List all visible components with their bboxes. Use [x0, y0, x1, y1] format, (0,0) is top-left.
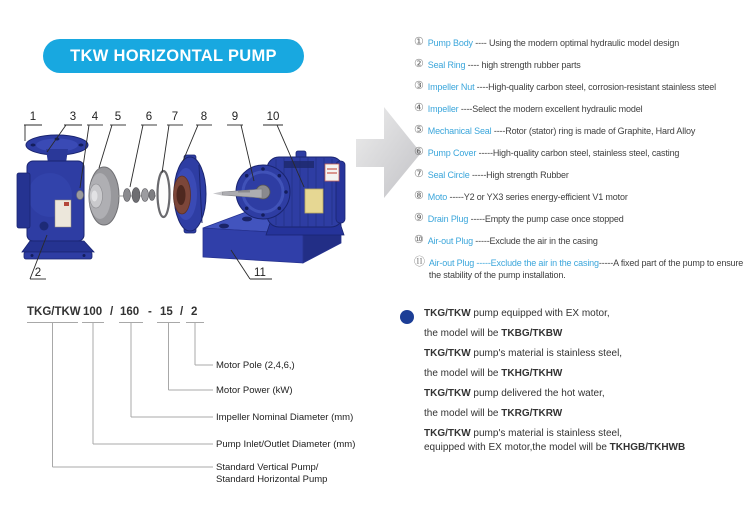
circled-number-icon: ⑨	[414, 212, 424, 224]
circled-number-icon: ⑥	[414, 146, 424, 158]
part-text: Seal Ring ---- high strength rubber parts	[427, 60, 581, 70]
label-inlet-outlet-diameter: Pump Inlet/Outlet Diameter (mm)	[216, 439, 356, 450]
list-item	[414, 37, 754, 49]
part-text: Mechanical Seal ----Rotor (stator) ring is made of Graphite, Hard Alloy	[427, 126, 696, 136]
circled-number-icon: ③	[414, 80, 424, 92]
code-separator: -	[148, 306, 152, 318]
bullet-icon	[400, 310, 414, 324]
list-item	[414, 125, 754, 137]
callout-10: 10	[266, 111, 280, 123]
part-text: Pump Cover -----High-quality carbon steel, stainless steel, casting	[427, 148, 680, 158]
list-item	[414, 147, 754, 159]
part-text: Pump Body ---- Using the modern optimal hydraulic model design	[427, 38, 680, 48]
callout-2: 2	[34, 267, 42, 279]
circled-number-icon: ④	[414, 102, 424, 114]
part-text: Moto -----Y2 or YX3 series energy-efficient V1 motor	[427, 192, 628, 202]
part-text: Air-out Plug -----Exclude the air in the casing	[427, 236, 598, 246]
label-motor-power: Motor Power (kW)	[216, 385, 293, 396]
seal-circle	[158, 171, 170, 217]
code-segment-series: TKG/TKW	[27, 306, 81, 318]
note-line: equipped with EX motor,the model will be TKHGB/TKHWB	[424, 442, 686, 453]
list-item	[414, 59, 754, 71]
code-segment-pole: 2	[191, 306, 198, 318]
code-separator: /	[110, 306, 114, 318]
callout-1: 1	[29, 111, 37, 123]
part-text: Seal Circle -----High strength Rubber	[427, 170, 569, 180]
note-line: TKG/TKW pump's material is stainless steel,	[424, 428, 623, 439]
code-segment-impeller: 160	[120, 306, 140, 318]
note-line: TKG/TKW pump's material is stainless steel,	[424, 348, 623, 359]
circled-number-icon: ②	[414, 58, 424, 70]
motor-nameplate	[305, 189, 323, 213]
note-line: the model will be TKBG/TKBW	[424, 328, 563, 339]
label-pump-type-line2: Standard Horizontal Pump	[216, 474, 328, 485]
mechanical-seal	[116, 188, 156, 203]
parts-list	[414, 37, 754, 291]
circled-number-icon: ⑦	[414, 168, 424, 180]
page-title: TKW HORIZONTAL PUMP	[70, 46, 277, 65]
circled-number-icon: ⑤	[414, 124, 424, 136]
list-item	[414, 213, 754, 225]
callout-3: 3	[69, 111, 77, 123]
model-code-breakdown	[0, 295, 400, 500]
label-impeller-diameter: Impeller Nominal Diameter (mm)	[216, 412, 354, 423]
note-line: the model will be TKRG/TKRW	[424, 408, 563, 419]
pump-exploded-diagram	[0, 95, 430, 295]
pump-diagram-svg	[0, 95, 430, 295]
arrow-right-icon	[356, 107, 421, 198]
circled-number-icon: ⑧	[414, 190, 424, 202]
label-pump-type-line1: Standard Vertical Pump/	[216, 462, 319, 473]
label-motor-pole: Motor Pole (2,4,6,)	[216, 360, 295, 371]
list-item	[414, 235, 754, 247]
note-line: the model will be TKHG/TKHW	[424, 368, 563, 379]
motor-label	[325, 164, 339, 181]
code-connector-lines	[27, 323, 213, 468]
list-item	[414, 81, 754, 93]
model-variants-notes	[398, 307, 750, 461]
callout-6: 6	[145, 111, 153, 123]
code-segment-power: 15	[160, 306, 173, 318]
code-separator: /	[180, 306, 184, 318]
callout-4: 4	[91, 111, 99, 123]
part-text: Air-out Plug -----Exclude the air in the casing-----A fixed part of the pump to ensure the stability of the pump installation.	[428, 258, 744, 280]
list-item	[414, 257, 754, 281]
impeller-nut	[77, 191, 84, 200]
list-item	[414, 169, 754, 181]
part-text: Drain Plug -----Empty the pump case once stopped	[427, 214, 624, 224]
list-item	[414, 103, 754, 115]
part-text: Impeller ----Select the modern excellent hydraulic model	[427, 104, 643, 114]
note-line: TKG/TKW pump equipped with EX motor,	[424, 308, 610, 319]
callout-7: 7	[171, 111, 179, 123]
code-segment-inlet: 100	[83, 306, 103, 318]
circled-number-icon: ①	[414, 36, 424, 48]
circled-number-icon: ⑪	[414, 256, 425, 268]
callout-9: 9	[231, 111, 239, 123]
list-item	[414, 191, 754, 203]
circled-number-icon: ⑩	[414, 234, 424, 246]
callout-11: 11	[254, 267, 266, 279]
page-title-banner	[43, 39, 304, 73]
part-text: Impeller Nut ----High-quality carbon steel, corrosion-resistant stainless steel	[427, 82, 716, 92]
model-code-svg	[0, 295, 400, 500]
note-line: TKG/TKW pump delivered the hot water,	[424, 388, 605, 399]
pump-cover	[174, 155, 207, 233]
callout-8: 8	[200, 111, 208, 123]
callout-5: 5	[114, 111, 122, 123]
